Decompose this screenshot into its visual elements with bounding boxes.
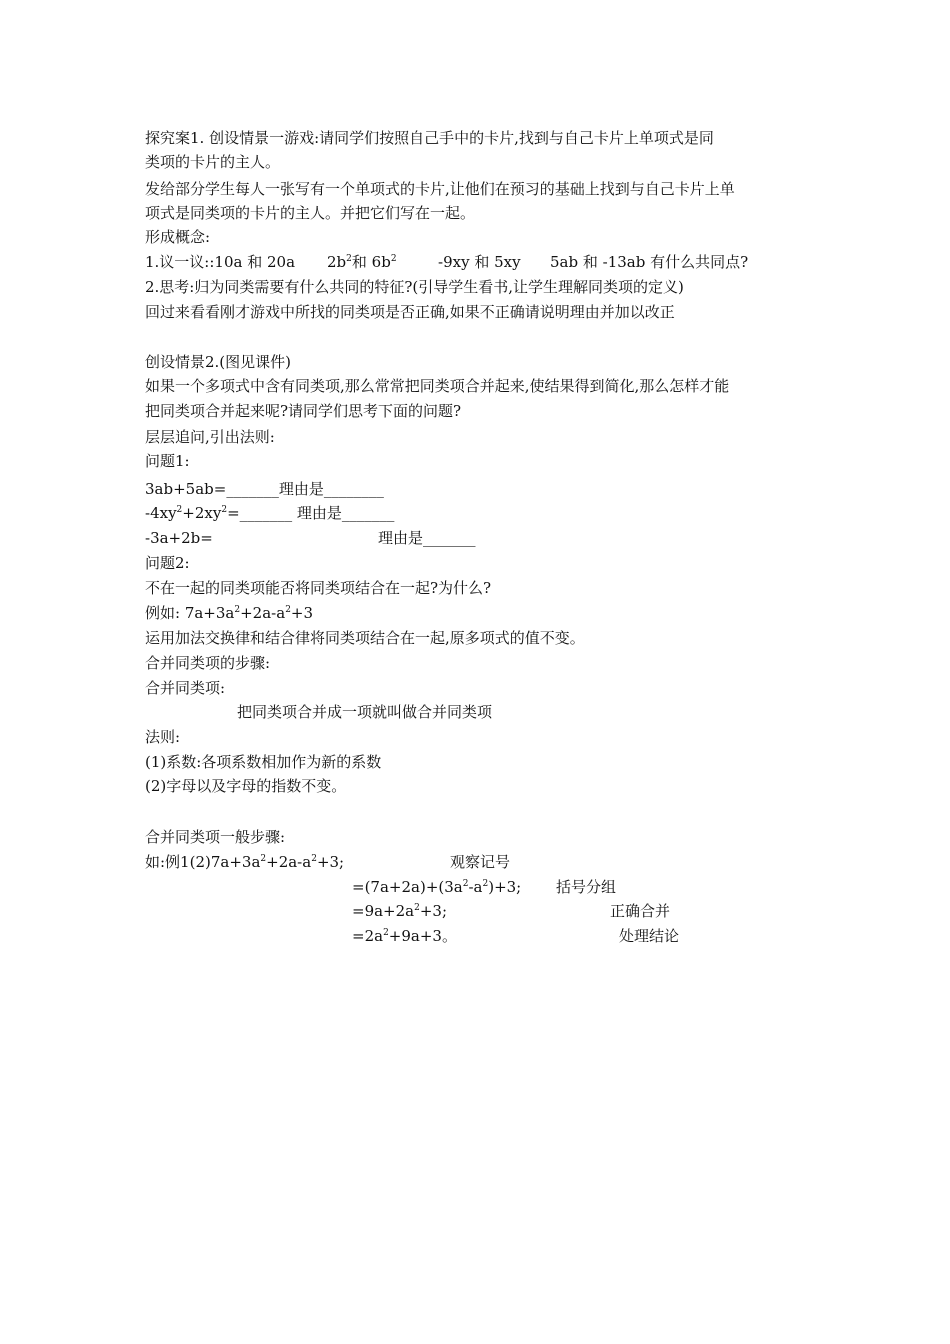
section-heading: 合并同类项一般步骤: [145,828,286,846]
question-heading: 问题1: [145,452,190,470]
text-segment: +3; [316,853,345,871]
paragraph-line: 层层追问,引出法则: [145,428,275,446]
paragraph-line: 2.思考:归为同类需要有什么共同的特征?(引导学生看书,让学生理解同类项的定义) [145,278,684,296]
paragraph-line: 法则: [145,728,181,746]
text-segment: +3 [290,604,314,622]
question-heading: 问题2: [145,554,190,572]
text-segment: -3a+2b= [145,529,213,547]
math-term [145,850,344,874]
text-segment: 如:例1(2)7a+3a [145,853,261,871]
paragraph-line: 合并同类项的步骤: [145,654,271,672]
text-segment: +2xy [182,504,222,522]
section-heading: 创设情景2.(图见课件) [145,353,292,371]
paragraph-line: 如果一个多项式中含有同类项,那么常常把同类项合并起来,使结果得到简化,那么怎样才能 [145,377,730,395]
paragraph-line: 把同类项合并起来呢?请同学们思考下面的问题? [145,402,462,420]
worked-example-line [145,875,705,899]
paragraph-line: 探究案1. 创设情景一游戏:请同学们按照自己手中的卡片,找到与自己卡片上单项式是同 [145,129,714,147]
paragraph-line: 合并同类项: [145,679,226,697]
exponent: 2 [414,903,420,913]
exponent: 2 [176,505,183,515]
exponent: 2 [346,254,352,264]
paragraph-line: 不在一起的同类项能否将同类项结合在一起?为什么? [145,579,492,597]
worked-example-line [145,850,705,874]
text-segment: =2a [352,927,384,945]
text-segment: =(7a+2a)+(3a [352,878,463,896]
text-segment: -9xy 和 5xy [438,253,521,271]
concept-examples-line [145,250,795,274]
text-segment: +9a+3。 [388,927,457,945]
paragraph-line: 回过来看看刚才游戏中所找的同类项是否正确,如果不正确请说明理由并加以改正 [145,303,675,321]
text-segment: 例如: 7a+3a [145,604,235,622]
definition-line: 把同类项合并成一项就叫做合并同类项 [237,703,493,721]
text-segment: -4xy [145,504,177,522]
step-label: 处理结论 [619,927,680,945]
math-term [145,601,313,625]
rule-item: (1)系数:各项系数相加作为新的系数 [145,753,382,771]
exponent: 2 [311,854,317,864]
exercise-line [145,526,545,550]
exponent: 2 [285,605,291,615]
text-segment: )+3; [488,878,522,896]
step-label: 正确合并 [610,902,671,920]
text-segment: =_______ 理由是_______ [227,504,395,522]
step-label: 观察记号 [450,853,511,871]
text-segment: +2a-a [266,853,312,871]
exponent: 2 [260,854,267,864]
exponent: 2 [234,605,241,615]
paragraph-line: 发给部分学生每人一张写有一个单项式的卡片,让他们在预习的基础上找到与自己卡片上单 [145,180,735,198]
text-segment: 2b [327,253,347,271]
exponent: 2 [482,879,489,889]
text-segment: 理由是_______ [378,529,476,547]
text-segment: 5ab 和 -13ab 有什么共同点? [550,253,749,271]
text-segment: +2a-a [240,604,286,622]
text-segment: =9a+2a [352,902,415,920]
worked-example-line [145,924,705,948]
paragraph-line: 类项的卡片的主人。 [145,153,281,171]
text-segment: -a [468,878,483,896]
paragraph-line: 运用加法交换律和结合律将同类项结合在一起,原多项式的值不变。 [145,629,585,647]
paragraph-line: 项式是同类项的卡片的主人。并把它们写在一起。 [145,204,476,222]
math-term [327,250,397,274]
rule-item: (2)字母以及字母的指数不变。 [145,777,347,795]
math-term [352,899,447,923]
exponent: 2 [462,879,469,889]
exponent: 2 [221,505,228,515]
text-segment: 1.议一议::10a 和 20a [145,253,296,271]
math-term [352,924,457,948]
math-term [352,875,521,899]
text-segment: +3; [419,902,448,920]
exponent: 2 [383,928,389,938]
section-heading: 形成概念: [145,228,211,246]
exercise-line: 3ab+5ab=_______理由是________ [145,480,384,498]
worked-example-line [145,899,705,923]
example-line [145,601,545,625]
math-term [145,501,394,525]
text-segment: 和 6b [351,253,391,271]
exponent: 2 [390,254,397,264]
step-label: 括号分组 [556,878,617,896]
exercise-line [145,501,545,525]
